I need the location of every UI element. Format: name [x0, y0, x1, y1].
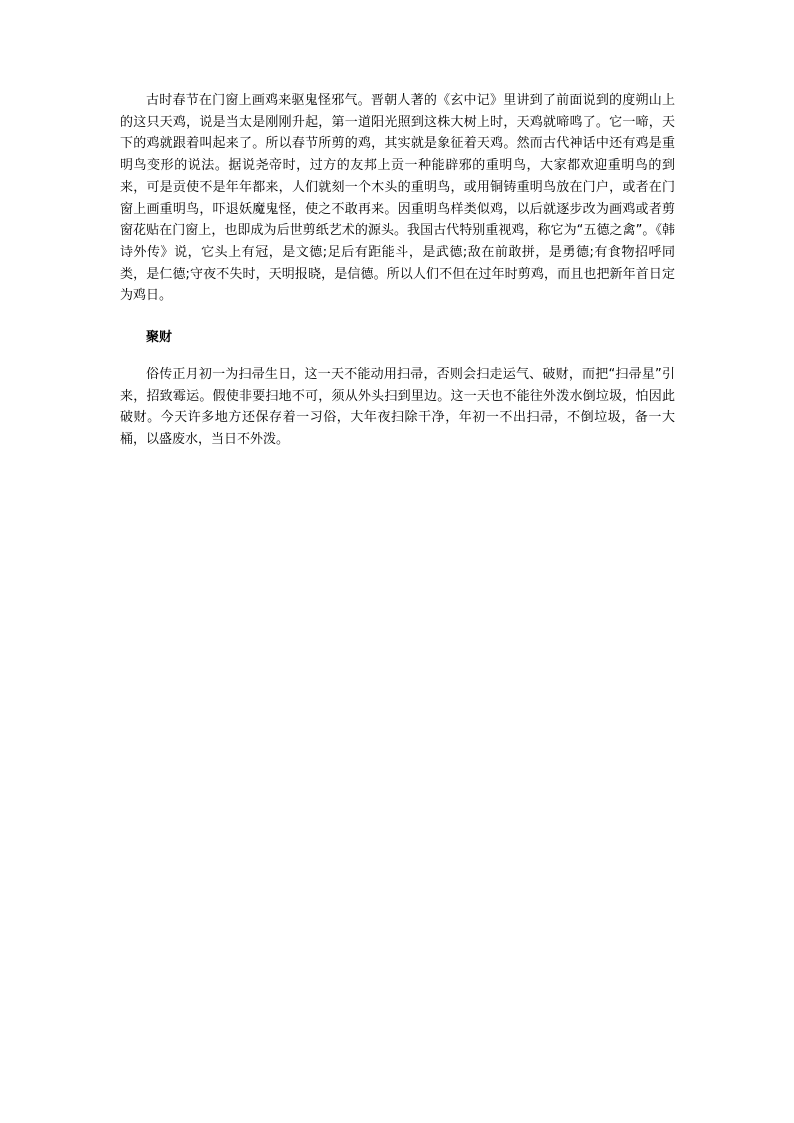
paragraph-rooster-custom: 古时春节在门窗上画鸡来驱鬼怪邪气。晋朝人著的《玄中记》里讲到了前面说到的度朔山上的这只天鸡，说是当太是刚刚升起，第一道阳光照到这株大树上时，天鸡就啼鸣了。它一啼，天下的鸡就跟着叫起来了。所以春节所剪的鸡，其实就是象征着天鸡。然而古代神话中还有鸡是重明鸟变形的说法。据说尧帝时，过方的友邦上贡一种能辟邪的重明鸟，大家都欢迎重明鸟的到来，可是贡使不是年年都来，人们就刻一个木头的重明鸟，或用铜铸重明鸟放在门户，或者在门窗上画重明鸟，吓退妖魔鬼怪，使之不敢再来。因重明鸟样类似鸡，以后就逐步改为画鸡或者剪窗花贴在门窗上，也即成为后世剪纸艺术的源头。我国古代特别重视鸡，称它为“五德之禽”。《韩诗外传》说，它头上有冠，是文德;足后有距能斗，是武德;敌在前敢拼，是勇德;有食物招呼同类，是仁德;守夜不失时，天明报晓，是信德。所以人们不但在过年时剪鸡，而且也把新年首日定为鸡日。	[120, 93, 675, 304]
document-page	[120, 90, 675, 451]
paragraph-broom-custom: 俗传正月初一为扫帚生日，这一天不能动用扫帚，否则会扫走运气、破财，而把“扫帚星”引来，招致霉运。假使非要扫地不可，须从外头扫到里边。这一天也不能往外泼水倒垃圾，怕因此破财。今天许多地方还保存着一习俗，大年夜扫除干净，年初一不出扫帚，不倒垃圾，备一大桶，以盛废水，当日不外泼。	[120, 367, 675, 448]
section-heading: 聚财	[146, 330, 173, 346]
